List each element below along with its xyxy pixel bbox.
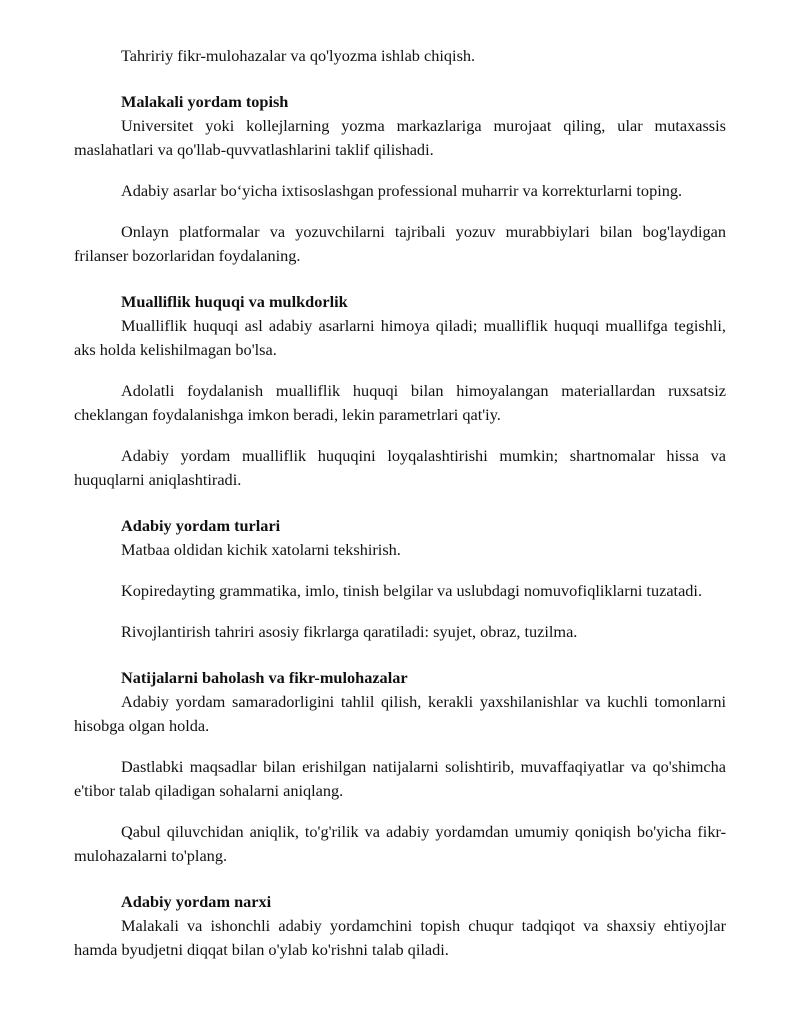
paragraph: Rivojlantirish tahriri asosiy fikrlarga qaratiladi: syujet, obraz, tuzilma. [121,622,578,641]
paragraph: Malakali va ishonchli adabiy yordamchini topish chuqur tadqiqot va shaxsiy ehtiyojlar hamda byudjetni diqqat bilan o'ylab ko'rishni talab qiladi. [74,916,726,959]
section-heading: Mualliflik huquqi va mulkdorlik [121,292,348,311]
section-adabiy-yordam-turlari [74,514,726,644]
section-natijalarni-baholash [74,666,726,868]
paragraph: Adabiy yordam mualliflik huquqini loyqalashtirishi mumkin; shartnomalar hissa va huquqlarni aniqlashtiradi. [74,446,726,489]
section-heading: Adabiy yordam narxi [121,892,272,911]
section-heading: Malakali yordam topish [121,92,289,111]
paragraph: Kopiredayting grammatika, imlo, tinish belgilar va uslubdagi nomuvofiqliklarni tuzatadi. [121,581,703,600]
paragraph: Adabiy yordam samaradorligini tahlil qilish, kerakli yaxshilanishlar va kuchli tomonlarni hisobga olgan holda. [74,692,726,735]
paragraph: Universitet yoki kollejlarning yozma markazlariga murojaat qiling, ular mutaxassis maslahatlari va qo'llab-quvvatlashlarini taklif qilishadi. [74,116,726,159]
paragraph: Adabiy asarlar bo‘yicha ixtisoslashgan professional muharrir va korrekturlarni toping. [121,181,683,200]
paragraph: Matbaa oldidan kichik xatolarni tekshirish. [121,540,401,559]
section-heading: Adabiy yordam turlari [121,516,281,535]
section-heading: Natijalarni baholash va fikr-mulohazalar [121,668,408,687]
paragraph: Adolatli foydalanish mualliflik huquqi bilan himoyalangan materiallardan ruxsatsiz cheklangan foydalanishga imkon beradi, lekin parametrlari qat'iy. [74,381,726,424]
paragraph: Dastlabki maqsadlar bilan erishilgan natijalarni solishtirib, muvaffaqiyatlar va qo'shimcha e'tibor talab qiladigan sohalarni aniqlang. [74,757,726,800]
intro-paragraph: Tahririy fikr-mulohazalar va qo'lyozma ishlab chiqish. [121,46,476,65]
paragraph: Qabul qiluvchidan aniqlik, to'g'rilik va adabiy yordamdan umumiy qoniqish bo'yicha fikr-mulohazalarni to'plang. [74,822,726,865]
section-adabiy-yordam-narxi [74,890,726,962]
section-mualliflik-huquqi [74,290,726,492]
document-page [74,44,726,962]
paragraph: Mualliflik huquqi asl adabiy asarlarni himoya qiladi; mualliflik huquqi muallifga tegishli, aks holda kelishilmagan bo'lsa. [74,316,726,359]
paragraph: Onlayn platformalar va yozuvchilarni tajribali yozuv murabbiylari bilan bog'laydigan frilanser bozorlaridan foydalaning. [74,222,726,265]
section-malakali-yordam [74,90,726,268]
